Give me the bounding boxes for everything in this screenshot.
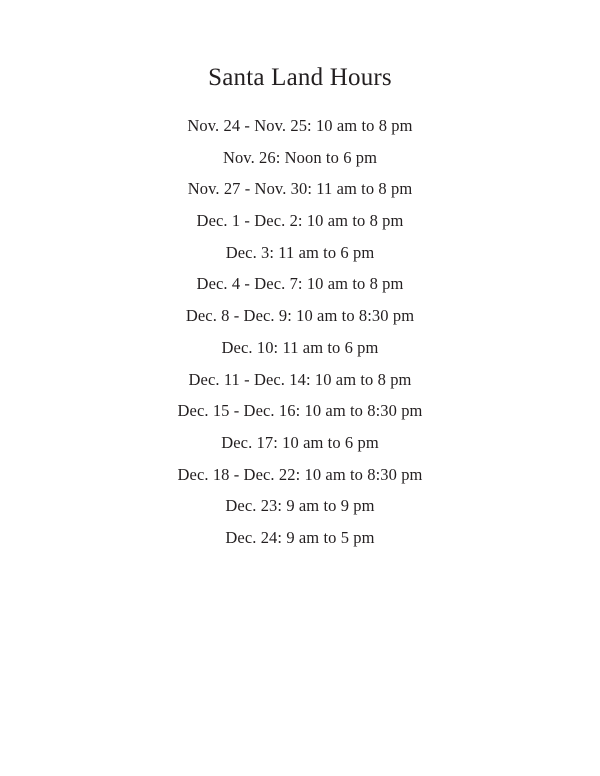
page-title: Santa Land Hours [208,64,392,91]
list-item: Dec. 11 - Dec. 14: 10 am to 8 pm [188,369,412,389]
list-item: Dec. 18 - Dec. 22: 10 am to 8:30 pm [177,464,423,484]
list-item: Nov. 26: Noon to 6 pm [222,147,378,167]
list-item: Dec. 15 - Dec. 16: 10 am to 8:30 pm [177,401,423,421]
list-item: Dec. 3: 11 am to 6 pm [225,242,375,262]
list-item: Dec. 10: 11 am to 6 pm [221,337,379,357]
list-item: Dec. 23: 9 am to 9 pm [225,496,375,516]
list-item: Dec. 17: 10 am to 6 pm [221,432,379,452]
list-item: Dec. 4 - Dec. 7: 10 am to 8 pm [196,274,404,294]
list-item: Nov. 24 - Nov. 25: 10 am to 8 pm [187,116,413,135]
list-item: Dec. 24: 9 am to 5 pm [225,527,375,547]
list-item: Nov. 27 - Nov. 30: 11 am to 8 pm [187,179,413,199]
hours-list [40,92,560,546]
list-item: Dec. 8 - Dec. 9: 10 am to 8:30 pm [185,306,415,326]
list-item: Dec. 1 - Dec. 2: 10 am to 8 pm [196,211,404,231]
